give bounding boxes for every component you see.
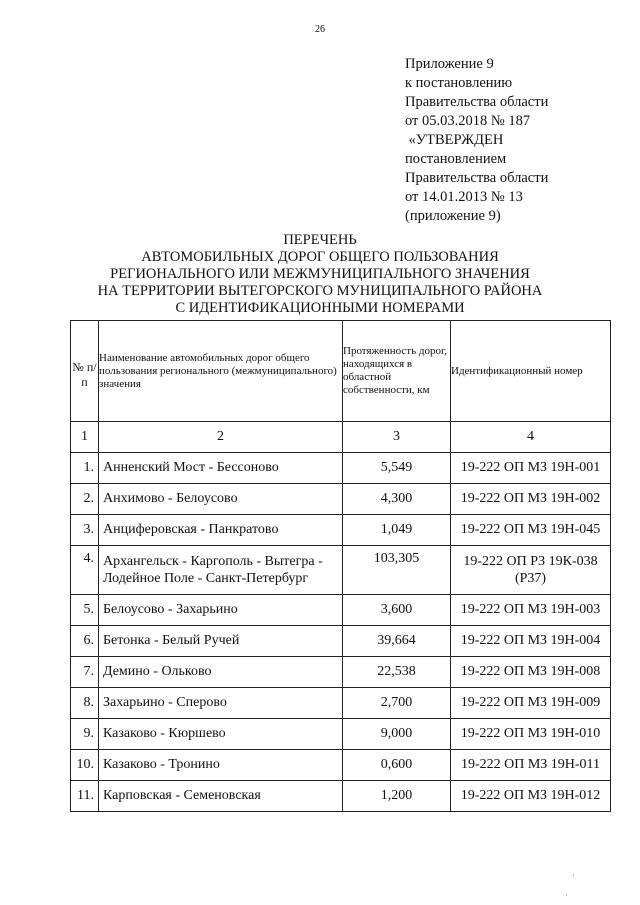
column-number: 4 <box>451 422 611 453</box>
page-number: 26 <box>315 24 325 35</box>
row-id: 19-222 ОП МЗ 19Н-010 <box>451 719 611 750</box>
row-id: 19-222 ОП МЗ 19Н-045 <box>451 515 611 546</box>
appendix-line: от 14.01.2013 № 13 <box>405 189 523 205</box>
scan-mark: ˙ <box>572 873 575 883</box>
table-row <box>71 453 611 484</box>
row-num: 4. <box>71 546 99 595</box>
row-length: 9,000 <box>343 719 451 750</box>
row-length: 39,664 <box>343 626 451 657</box>
row-num: 9. <box>71 719 99 750</box>
row-length: 0,600 <box>343 750 451 781</box>
scan-mark: ˙ <box>565 893 568 903</box>
table-row <box>71 626 611 657</box>
row-num: 3. <box>71 515 99 546</box>
row-num: 2. <box>71 484 99 515</box>
title-line: АВТОМОБИЛЬНЫХ ДОРОГ ОБЩЕГО ПОЛЬЗОВАНИЯ <box>141 249 499 265</box>
table-row <box>71 688 611 719</box>
table-row <box>71 515 611 546</box>
title-line: НА ТЕРРИТОРИИ ВЫТЕГОРСКОГО МУНИЦИПАЛЬНОГО РАЙОНА <box>97 283 543 299</box>
column-number: 1 <box>71 422 99 453</box>
header-length: Протяженность дорог, находящихся в областной собственности, км <box>343 321 451 422</box>
appendix-block <box>405 55 635 226</box>
row-id: 19-222 ОП МЗ 19Н-012 <box>451 781 611 812</box>
row-num: 7. <box>71 657 99 688</box>
document-title <box>0 232 640 317</box>
table-row <box>71 657 611 688</box>
column-number-row <box>71 422 611 453</box>
row-name: Демино - Ольково <box>99 657 343 688</box>
row-num: 8. <box>71 688 99 719</box>
header-id: Идентификационный номер <box>451 321 611 422</box>
row-id: 19-222 ОП МЗ 19Н-009 <box>451 688 611 719</box>
table-row <box>71 546 611 595</box>
row-name: Казаково - Кюршево <box>99 719 343 750</box>
column-number: 2 <box>99 422 343 453</box>
appendix-line: Правительства области <box>405 170 549 186</box>
row-length: 22,538 <box>343 657 451 688</box>
row-id: 19-222 ОП МЗ 19Н-002 <box>451 484 611 515</box>
appendix-line: (приложение 9) <box>405 208 501 224</box>
row-name: Карповская - Семеновская <box>99 781 343 812</box>
header-name: Наименование автомобильных дорог общего пользования регионального (межмуниципального) значения <box>99 321 343 422</box>
title-line: С ИДЕНТИФИКАЦИОННЫМИ НОМЕРАМИ <box>175 300 465 316</box>
row-name: Казаково - Тронино <box>99 750 343 781</box>
header-num: № п/п <box>71 321 99 422</box>
row-num: 11. <box>71 781 99 812</box>
appendix-line: Правительства области <box>405 94 549 110</box>
title-line: РЕГИОНАЛЬНОГО ИЛИ МЕЖМУНИЦИПАЛЬНОГО ЗНАЧЕНИЯ <box>110 266 530 282</box>
row-id: 19-222 ОП МЗ 19Н-001 <box>451 453 611 484</box>
row-name: Белоусово - Захарьино <box>99 595 343 626</box>
roads-table <box>70 320 611 812</box>
appendix-line: постановлением <box>405 151 507 167</box>
table-row <box>71 595 611 626</box>
row-num: 1. <box>71 453 99 484</box>
row-name: Анненский Мост - Бессоново <box>99 453 343 484</box>
row-num: 6. <box>71 626 99 657</box>
row-num: 5. <box>71 595 99 626</box>
row-name: Анхимово - Белоусово <box>99 484 343 515</box>
appendix-line: Приложение 9 <box>405 56 494 72</box>
row-length: 103,305 <box>343 546 451 595</box>
row-num: 10. <box>71 750 99 781</box>
row-id: 19-222 ОП МЗ 19Н-003 <box>451 595 611 626</box>
title-line: ПЕРЕЧЕНЬ <box>283 232 357 248</box>
row-length: 5,549 <box>343 453 451 484</box>
row-id: 19-222 ОП РЗ 19К-038 (Р37) <box>451 546 611 595</box>
table-row <box>71 719 611 750</box>
row-length: 1,200 <box>343 781 451 812</box>
table-row <box>71 484 611 515</box>
row-length: 2,700 <box>343 688 451 719</box>
row-name: Захарьино - Сперово <box>99 688 343 719</box>
row-id: 19-222 ОП МЗ 19Н-008 <box>451 657 611 688</box>
table-header-row <box>71 321 611 422</box>
row-length: 3,600 <box>343 595 451 626</box>
table-row <box>71 781 611 812</box>
row-name: Архангельск - Каргополь - Вытегра - Лодейное Поле - Санкт-Петербург <box>99 546 343 595</box>
appendix-line: к постановлению <box>405 75 513 91</box>
row-length: 4,300 <box>343 484 451 515</box>
appendix-line: от 05.03.2018 № 187 <box>405 113 531 129</box>
row-name: Анциферовская - Панкратово <box>99 515 343 546</box>
row-name: Бетонка - Белый Ручей <box>99 626 343 657</box>
row-id: 19-222 ОП МЗ 19Н-004 <box>451 626 611 657</box>
row-id: 19-222 ОП МЗ 19Н-011 <box>451 750 611 781</box>
row-length: 1,049 <box>343 515 451 546</box>
table-row <box>71 750 611 781</box>
appendix-line: «УТВЕРЖДЕН <box>405 132 504 148</box>
column-number: 3 <box>343 422 451 453</box>
